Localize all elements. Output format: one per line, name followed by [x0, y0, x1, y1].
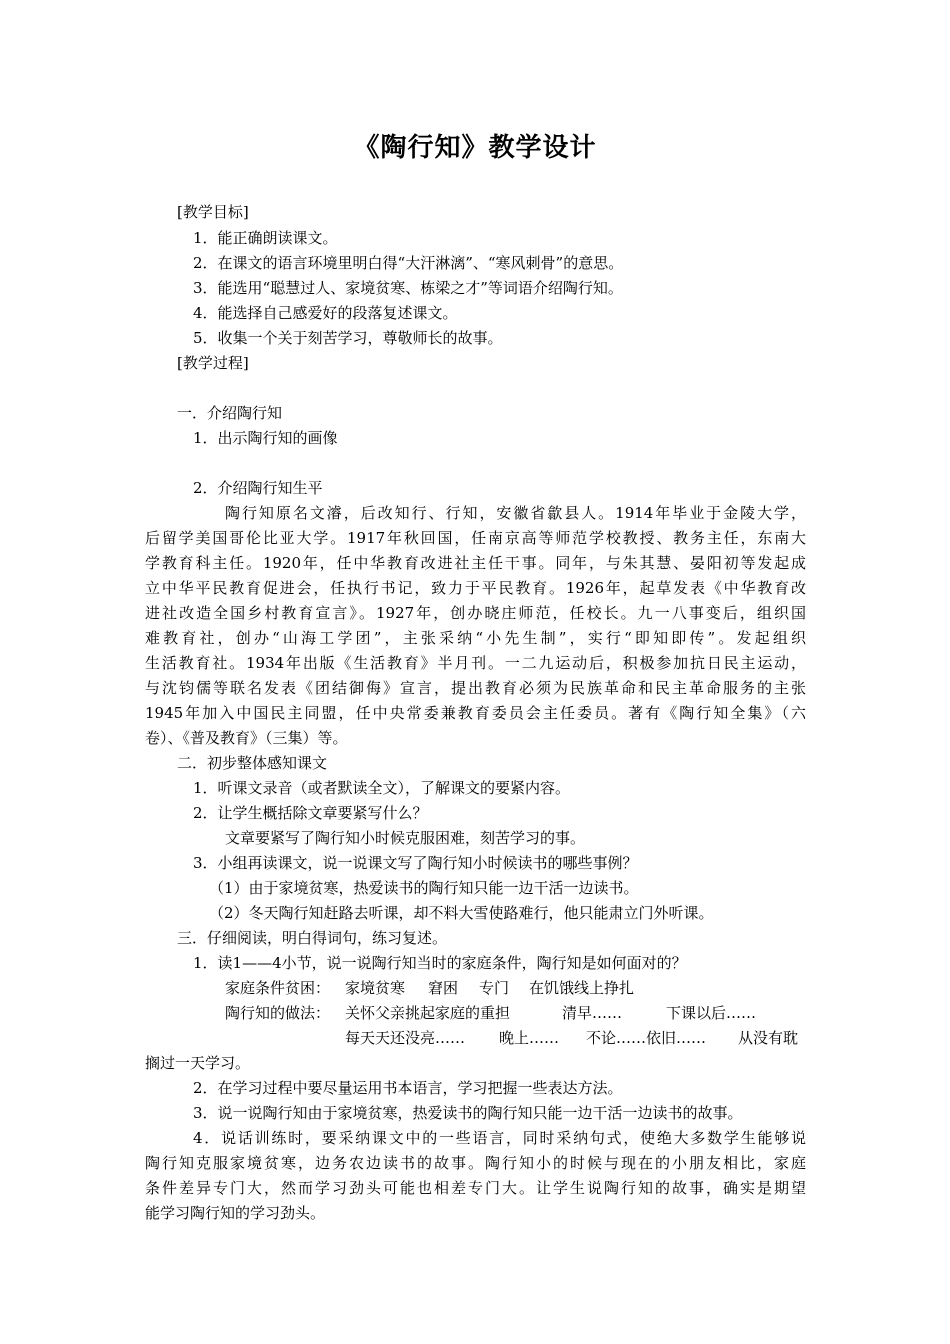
bio-line: 与沈钧儒等联名发表《团结御侮》宣言，提出教育必须为民族革命和民主革命服务的主张	[145, 679, 806, 697]
section3-heading: 三．仔细阅读，明白得词句，练习复述。	[177, 929, 448, 947]
action-word: 每天天还没亮……	[345, 1029, 466, 1047]
goals-heading: [教学目标]	[177, 203, 249, 221]
section1-item: 2．介绍陶行知生平	[193, 479, 323, 497]
process-heading: [教学过程]	[177, 354, 249, 372]
goal-item: 3．能选用“聪慧过人、家境贫寒、栋梁之才”等词语介绍陶行知。	[193, 279, 623, 297]
family-word: 在饥饿线上挣扎	[529, 979, 635, 997]
section3-paragraph-line: 4．说话训练时，要采纳课文中的一些语言，同时采纳句式，使绝大多数学生能够说	[193, 1129, 806, 1147]
action-word: 清早……	[562, 1004, 623, 1022]
action-word: 从没有耽	[738, 1029, 799, 1047]
section1-item: 1．出示陶行知的画像	[193, 429, 338, 447]
goal-item: 2．在课文的语言环境里明白得“大汗淋漓”、“寒风刺骨”的意思。	[193, 254, 624, 272]
family-word: 窘困	[428, 979, 459, 997]
bio-line: 立中华平民教育促进会，任执行书记，致力于平民教育。1926年，起草发表《中华教育改	[145, 579, 806, 597]
section2-item: 1．听课文录音（或者默读全文），了解课文的要紧内容。	[193, 779, 571, 797]
family-condition-label: 家庭条件贫困：	[225, 979, 331, 997]
bio-line: 难教育社，创办“山海工学团”，主张采纳“小先生制”，实行“即知即传”。发起组织	[145, 629, 806, 647]
section3-paragraph-line: 陶行知克服家境贫寒，边务农边读书的故事。陶行知小的时候与现在的小朋友相比，家庭	[145, 1154, 806, 1172]
bio-line: 生活教育社。1934年出版《生活教育》半月刊。一二九运动后，积极参加抗日民主运动，	[145, 654, 806, 672]
action-word: 下课以后……	[666, 1004, 757, 1022]
section2-item: 2．让学生概括除文章要紧写什么？	[193, 804, 428, 822]
section3-item: 1．读1——4小节，说一说陶行知当时的家庭条件，陶行知是如何面对的？	[193, 954, 687, 972]
section3-item: 2．在学习过程中要尽量运用书本语言，学习把握一些表达方法。	[193, 1079, 623, 1097]
family-word: 专门	[479, 979, 510, 997]
section2-heading: 二．初步整体感知课文	[177, 754, 328, 772]
action-word: 晚上……	[499, 1029, 560, 1047]
section3-item: 3．说一说陶行知由于家境贫寒，热爱读书的陶行知只能一边干活一边读书的故事。	[193, 1104, 743, 1122]
section2-answer: 文章要紧写了陶行知小时候克服困难，刻苦学习的事。	[225, 829, 586, 847]
action-label: 陶行知的做法：	[225, 1004, 331, 1022]
family-word: 家境贫寒	[345, 979, 406, 997]
bio-line: 1945年加入中国民主同盟，任中央常委兼教育委员会主任委员。著有《陶行知全集》（六	[145, 704, 806, 722]
bio-line: 陶行知原名文濬，后改知行、行知，安徽省歙县人。1914年毕业于金陵大学，	[225, 504, 806, 522]
section2-item: 3．小组再读课文，说一说课文写了陶行知小时候读书的哪些事例？	[193, 854, 638, 872]
goal-item: 4．能选择自己感爱好的段落复述课文。	[193, 304, 458, 322]
document-title: 《陶行知》教学设计	[353, 133, 597, 163]
section3-paragraph-line: 能学习陶行知的学习劲头。	[145, 1204, 326, 1222]
section2-answer: （1）由于家境贫寒，热爱读书的陶行知只能一边干活一边读书。	[209, 879, 639, 897]
goal-item: 1．能正确朗读课文。	[193, 229, 338, 247]
bio-line: 进社改造全国乡村教育宣言》。1927年，创办晓庄师范，任校长。九一八事变后，组织国	[145, 604, 806, 622]
action-word: 不论……依旧……	[586, 1029, 707, 1047]
goal-item: 5．收集一个关于刻苦学习，尊敬师长的故事。	[193, 329, 503, 347]
bio-line: 学教育科主任。1920年，任中华教育改进社主任干事。同年，与朱其慧、晏阳初等发起成	[145, 554, 806, 572]
section1-heading: 一．介绍陶行知	[177, 404, 283, 422]
action-continuation: 搁过一天学习。	[145, 1054, 251, 1072]
section3-paragraph-line: 条件差异专门大，然而学习劲头可能也相差专门大。让学生说陶行知的故事，确实是期望	[145, 1179, 806, 1197]
section2-answer: （2）冬天陶行知赶路去听课，却不料大雪使路难行，他只能肃立门外听课。	[209, 904, 714, 922]
action-word: 关怀父亲挑起家庭的重担	[345, 1004, 511, 1022]
bio-line: 后留学美国哥伦比亚大学。1917年秋回国，任南京高等师范学校教授、教务主任，东南大	[145, 529, 806, 547]
bio-line: 卷）、《普及教育》（三集）等。	[145, 729, 348, 747]
